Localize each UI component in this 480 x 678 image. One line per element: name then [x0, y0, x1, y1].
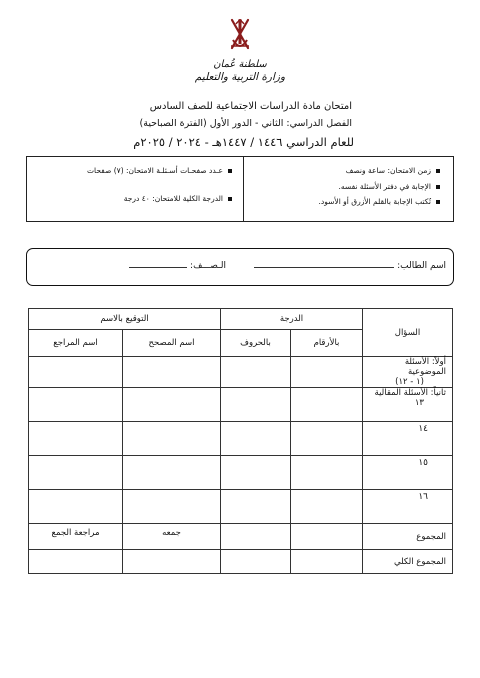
bullet-icon [436, 169, 440, 173]
info-pen-color [319, 197, 440, 206]
semester-line: الفصل الدراسي: الثاني - الدور الأول (الفترة الصباحية) [139, 118, 352, 129]
essay-questions-cell [363, 388, 453, 422]
info-page-count-text: عـدد صفحـات أسـئلـة الامتحان: (٧) صفحات [87, 166, 223, 175]
corrector-name-cell[interactable] [123, 357, 221, 388]
question-14-label: ١٤ [363, 422, 453, 456]
bullet-icon [228, 169, 232, 173]
objective-questions-cell [363, 357, 453, 388]
reviewer-name-cell[interactable] [29, 490, 123, 524]
reviewer-name-cell[interactable] [29, 456, 123, 490]
academic-year: للعام الدراسي ١٤٤٦ / ١٤٤٧هـ - ٢٠٢٤ / ٢٠٢٥م [133, 135, 354, 149]
grade-letters-cell[interactable] [221, 357, 291, 388]
objective-label: أولاً: الأسئلة الموضوعية [404, 357, 446, 377]
reviewer-name-cell[interactable] [29, 357, 123, 388]
student-class-line[interactable] [129, 258, 187, 268]
bullet-icon [436, 200, 440, 204]
letters-header: بالحروف [221, 330, 291, 357]
ministry-line-1: سلطنة عُمان [213, 59, 267, 70]
summed-by-label: جمعه [123, 524, 221, 550]
bullet-icon [228, 197, 232, 201]
question-16-label: ١٦ [363, 490, 453, 524]
info-duration-text: زمن الامتحان: ساعة ونصف [345, 166, 431, 175]
info-duration [346, 166, 440, 175]
info-answer-location-text: الإجابة في دفتر الأسئلة نفسه. [338, 182, 431, 191]
reviewer-name-cell[interactable] [29, 388, 123, 422]
student-class-field[interactable] [129, 258, 226, 271]
info-total-grade [124, 194, 232, 203]
info-divider [243, 157, 244, 221]
grand-total-digits-cell[interactable] [291, 550, 363, 574]
sum-review-label: مراجعة الجمع [29, 524, 123, 550]
corrector-name-cell[interactable] [123, 422, 221, 456]
info-total-grade-text: الدرجة الكلية للامتحان: ٤٠ درجة [123, 194, 223, 203]
table-row [29, 490, 453, 524]
total-digits-cell[interactable] [291, 524, 363, 550]
table-row [29, 357, 453, 388]
student-class-label: الـصـــف: [190, 261, 226, 271]
corrector-name-cell[interactable] [123, 456, 221, 490]
total-row [29, 524, 453, 550]
question-13-label: ١٣ [414, 398, 424, 408]
objective-range: (١ - ١٢) [395, 377, 424, 387]
grand-total-label: المجموع الكلي [363, 550, 453, 574]
grade-letters-cell[interactable] [221, 422, 291, 456]
corrector-name-cell[interactable] [123, 388, 221, 422]
student-name-field[interactable] [254, 258, 446, 271]
total-letters-cell[interactable] [221, 524, 291, 550]
digits-header: بالأرقام [291, 330, 363, 357]
reviewer-name-cell[interactable] [29, 422, 123, 456]
total-label: المجموع [363, 524, 453, 550]
ministry-logo-text [180, 58, 300, 84]
sum-reviewer-name-cell[interactable] [29, 550, 123, 574]
grade-letters-cell[interactable] [221, 456, 291, 490]
bullet-icon [436, 185, 440, 189]
corrector-header: اسم المصحح [123, 330, 221, 357]
grand-total-row [29, 550, 453, 574]
grand-total-letters-cell[interactable] [221, 550, 291, 574]
table-header-row [29, 309, 453, 330]
grade-digits-cell[interactable] [291, 357, 363, 388]
exam-title: امتحان مادة الدراسات الاجتماعية للصف السادس [149, 101, 352, 112]
info-pen-color-text: تُكتب الإجابة بالقلم الأزرق أو الأسود. [318, 197, 431, 206]
grade-digits-cell[interactable] [291, 422, 363, 456]
grades-table [28, 308, 453, 574]
oman-emblem-icon [222, 14, 258, 58]
table-row [29, 388, 453, 422]
reviewer-header: اسم المراجع [29, 330, 123, 357]
info-answer-location [339, 182, 440, 191]
table-row [29, 422, 453, 456]
grade-digits-cell[interactable] [291, 490, 363, 524]
grade-header: الدرجة [221, 309, 363, 330]
student-name-label: اسم الطالب: [397, 261, 446, 271]
grade-letters-cell[interactable] [221, 388, 291, 422]
grade-letters-cell[interactable] [221, 490, 291, 524]
info-page-count [87, 166, 232, 175]
table-row [29, 456, 453, 490]
question-15-label: ١٥ [363, 456, 453, 490]
student-name-line[interactable] [254, 258, 394, 268]
grade-digits-cell[interactable] [291, 388, 363, 422]
signature-header: التوقيع بالاسم [29, 309, 221, 330]
question-header: السؤال [363, 309, 453, 357]
grade-digits-cell[interactable] [291, 456, 363, 490]
summed-by-name-cell[interactable] [123, 550, 221, 574]
corrector-name-cell[interactable] [123, 490, 221, 524]
ministry-line-2: وزارة التربية والتعليم [194, 71, 286, 83]
essay-label: ثانياً: الأسئلة المقالية [374, 388, 446, 398]
